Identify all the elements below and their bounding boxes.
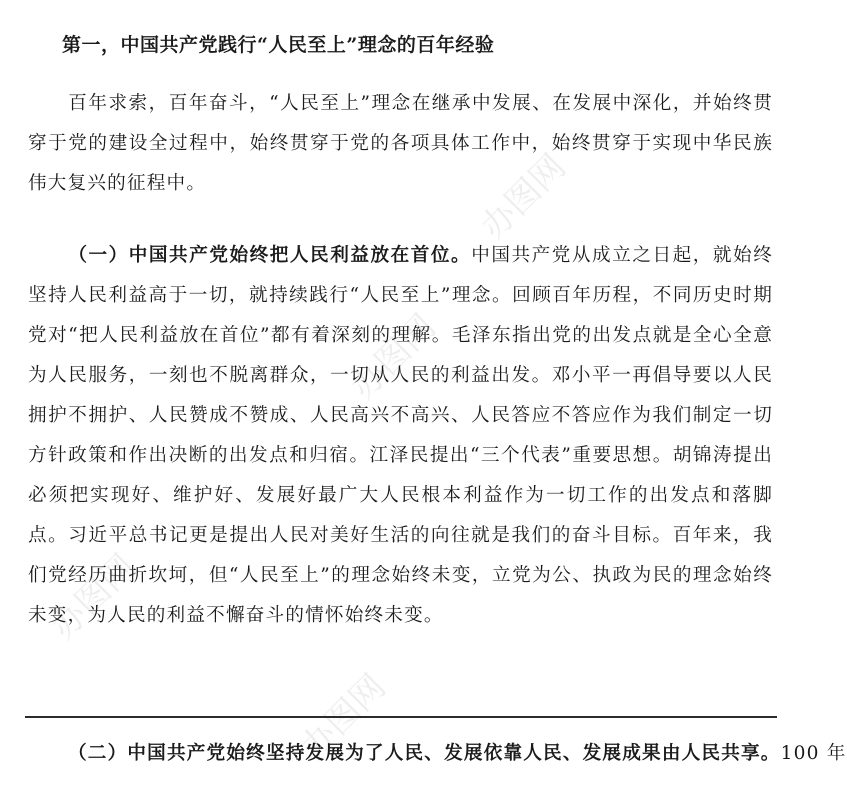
watermark: 办图网: [473, 146, 574, 248]
watermark: 办图网: [43, 546, 144, 648]
section-2-title: （二）中国共产党始终坚持发展为了人民、发展依靠人民、发展成果由人民共享。: [68, 743, 781, 764]
section-2-paragraph: [28, 734, 847, 774]
watermark: 办图网: [343, 306, 444, 408]
intro-paragraph-text: 百年求索，百年奋斗，“人民至上”理念在继承中发展、在发展中深化，并始终贯穿于党的建设全过程中，始终贯穿于党的各项具体工作中，始终贯穿于实现中华民族伟大复兴的征程中。: [28, 93, 773, 194]
section-1-body: 中国共产党从成立之日起，就始终坚持人民利益高于一切，就持续践行“人民至上”理念。回顾百年历程，不同历史时期党对“把人民利益放在首位”都有着深刻的理解。毛泽东指出党的出发点就是全心全意为人民服务，一刻也不脱离群众，一切从人民的利益出发。邓小平一再倡导要以人民拥护不拥护、人民赞成不赞成、人民高兴不高兴、人民答应不答应作为我们制定一切方针政策和作出决断的出发点和归宿。江泽民提出“三个代表”重要思想。胡锦涛提出必须把实现好、维护好、发展好最广大人民根本利益作为一切工作的出发点和落脚点。习近平总书记更是提出人民对美好生活的向往就是我们的奋斗目标。百年来，我们党经历曲折坎坷，但“人民至上”的理念始终未变，立党为公、执政为民的理念始终未变，为人民的利益不懈奋斗的情怀始终未变。: [28, 245, 773, 626]
page-divider: [25, 716, 777, 718]
section-1-paragraph: [28, 236, 773, 636]
section-2-body: 100 年: [780, 743, 847, 764]
section-heading: 第一，中国共产党践行“人民至上”理念的百年经验: [62, 34, 495, 56]
section-1-title: （一）中国共产党始终把人民利益放在首位。: [68, 245, 472, 266]
watermark: 办图网: [293, 666, 394, 768]
intro-paragraph: [28, 84, 773, 204]
